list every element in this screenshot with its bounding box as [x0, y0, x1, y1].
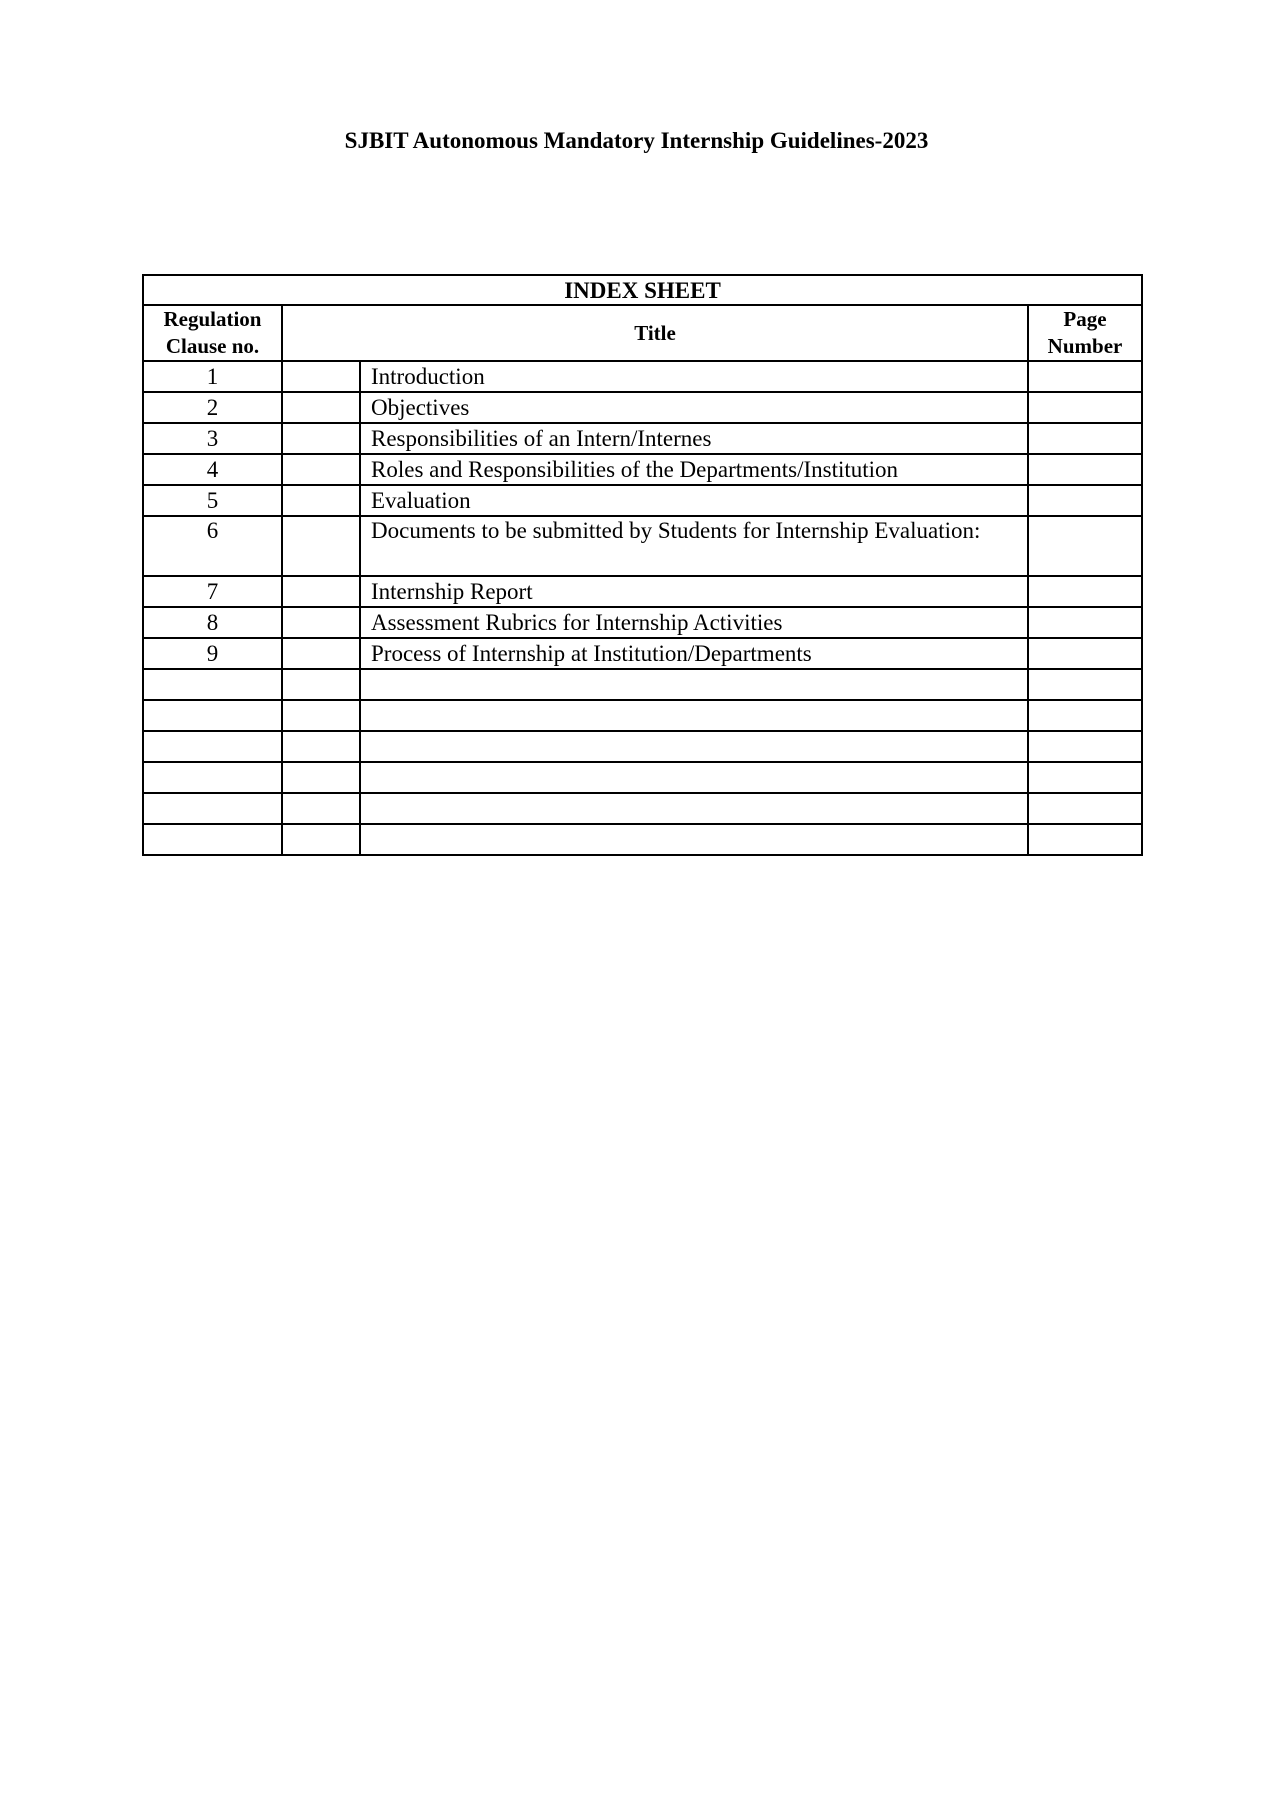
- clause-number: 8: [143, 607, 282, 638]
- column-header-page: Page Number: [1028, 305, 1142, 361]
- page-number: [1028, 454, 1142, 485]
- blank-cell: [360, 824, 1028, 855]
- clause-number: 7: [143, 576, 282, 607]
- page-number: [1028, 361, 1142, 392]
- document-title: SJBIT Autonomous Mandatory Internship Guidelines-2023: [344, 128, 929, 153]
- blank-cell: [282, 485, 360, 516]
- blank-cell: [1028, 669, 1142, 700]
- table-row: [143, 638, 1142, 669]
- blank-cell: [282, 607, 360, 638]
- page-number: [1028, 607, 1142, 638]
- empty-table-row: [143, 669, 1142, 700]
- index-sheet-heading: INDEX SHEET: [143, 275, 1142, 305]
- page-number: [1028, 423, 1142, 454]
- blank-cell: [282, 793, 360, 824]
- blank-cell: [1028, 762, 1142, 793]
- section-title: Documents to be submitted by Students for Internship Evaluation:: [360, 516, 1028, 576]
- column-header-title: Title: [282, 305, 1028, 361]
- clause-number: 6: [143, 516, 282, 576]
- section-title: Evaluation: [360, 485, 1028, 516]
- section-title: Introduction: [360, 361, 1028, 392]
- section-title: Objectives: [360, 392, 1028, 423]
- empty-table-row: [143, 700, 1142, 731]
- table-row: [143, 576, 1142, 607]
- blank-cell: [282, 576, 360, 607]
- blank-cell: [282, 700, 360, 731]
- blank-cell: [360, 731, 1028, 762]
- table-row: [143, 361, 1142, 392]
- page-number: [1028, 392, 1142, 423]
- blank-cell: [143, 669, 282, 700]
- page-number: [1028, 485, 1142, 516]
- page-number: [1028, 638, 1142, 669]
- section-title: Roles and Responsibilities of the Departments/Institution: [360, 454, 1028, 485]
- table-row: [143, 423, 1142, 454]
- clause-number: 1: [143, 361, 282, 392]
- table-row: [143, 392, 1142, 423]
- blank-cell: [282, 731, 360, 762]
- clause-number: 5: [143, 485, 282, 516]
- page-number: [1028, 516, 1142, 576]
- index-sheet-table: [142, 274, 1143, 856]
- blank-cell: [1028, 731, 1142, 762]
- blank-cell: [360, 793, 1028, 824]
- clause-number: 2: [143, 392, 282, 423]
- blank-cell: [360, 762, 1028, 793]
- blank-cell: [282, 516, 360, 576]
- blank-cell: [282, 392, 360, 423]
- page-number: [1028, 576, 1142, 607]
- section-title: Responsibilities of an Intern/Internes: [360, 423, 1028, 454]
- empty-table-row: [143, 824, 1142, 855]
- blank-cell: [143, 700, 282, 731]
- blank-cell: [282, 669, 360, 700]
- empty-table-row: [143, 793, 1142, 824]
- clause-number: 9: [143, 638, 282, 669]
- clause-number: 4: [143, 454, 282, 485]
- blank-cell: [282, 762, 360, 793]
- blank-cell: [282, 638, 360, 669]
- empty-table-row: [143, 762, 1142, 793]
- table-row: [143, 516, 1142, 576]
- blank-cell: [143, 762, 282, 793]
- table-row: [143, 454, 1142, 485]
- blank-cell: [282, 361, 360, 392]
- blank-cell: [143, 824, 282, 855]
- blank-cell: [143, 731, 282, 762]
- blank-cell: [282, 454, 360, 485]
- table-row: [143, 607, 1142, 638]
- blank-cell: [1028, 700, 1142, 731]
- blank-cell: [1028, 824, 1142, 855]
- column-header-clause: Regulation Clause no.: [143, 305, 282, 361]
- table-row: [143, 485, 1142, 516]
- blank-cell: [360, 700, 1028, 731]
- clause-number: 3: [143, 423, 282, 454]
- empty-table-row: [143, 731, 1142, 762]
- blank-cell: [282, 423, 360, 454]
- blank-cell: [360, 669, 1028, 700]
- section-title: Internship Report: [360, 576, 1028, 607]
- section-title: Process of Internship at Institution/Departments: [360, 638, 1028, 669]
- blank-cell: [282, 824, 360, 855]
- section-title: Assessment Rubrics for Internship Activities: [360, 607, 1028, 638]
- blank-cell: [1028, 793, 1142, 824]
- blank-cell: [143, 793, 282, 824]
